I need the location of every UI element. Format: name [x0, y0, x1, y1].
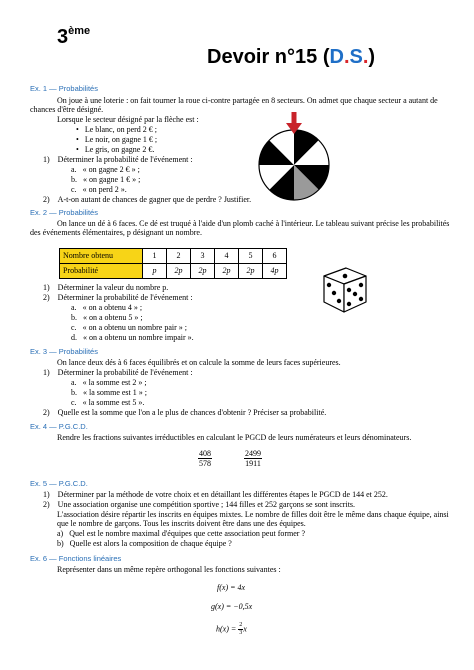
fraction-2: $\frac{2499}{1911}$ — [245, 449, 261, 469]
ex1-q2: 2) A-t-on autant de chances de gagner que de perdre ? Justifier. — [43, 195, 252, 204]
table-cell: 2p — [215, 264, 239, 279]
ex2-intro: On lance un dé à 6 faces. Ce dé est truqué à l'aide d'un plomb caché à l'intérieur. Le tableau suivant précise les probabilités des événements élémentaires, p désignant un nombre. — [30, 219, 450, 238]
ex3-q1-item: c. « la somme est 5 ». — [71, 398, 145, 407]
ex1-q1-item: b. « on gagne 1 € » ; — [71, 175, 141, 184]
ex1-bullet: • Le gris, on gagne 2 €. — [76, 145, 155, 154]
table-cell: 3 — [191, 249, 215, 264]
table-row — [60, 249, 287, 264]
ex2-q2-item: c. « on a obtenu un nombre pair » ; — [71, 323, 187, 332]
table-cell: 2p — [167, 264, 191, 279]
table-cell: 6 — [263, 249, 287, 264]
ex2-q1: 1) Déterminer la valeur du nombre p. — [43, 283, 169, 292]
probability-table — [59, 248, 287, 279]
ex2-q2: 2) Déterminer la probabilité de l'événement : — [43, 293, 193, 302]
table-cell: 5 — [239, 249, 263, 264]
ex1-q1-item: a. « on gagne 2 € » ; — [71, 165, 140, 174]
ex5-qa: a) Quel est le nombre maximal d'équipes que cette association peut former ? — [57, 529, 306, 538]
function-f: f(x) = 4x — [217, 583, 246, 592]
ex3-q2: 2) Quelle est la somme que l'on a le plus de chances d'obtenir ? Préciser sa probabilité. — [43, 408, 327, 417]
ex2-heading: Ex. 2 — Probabilités — [30, 208, 98, 217]
ex3-q1-item: b. « la somme est 1 » ; — [71, 388, 147, 397]
table-cell: 2 — [167, 249, 191, 264]
table-row-label: Probabilité — [60, 264, 143, 279]
function-g: g(x) = −0,5x — [211, 602, 253, 611]
table-cell: 4 — [215, 249, 239, 264]
table-cell: 4p — [263, 264, 287, 279]
grade-label: 3ème — [57, 25, 91, 48]
ex6-intro: Représenter dans un même repère orthogonal les fonctions suivantes : — [57, 565, 281, 574]
ex5-q2b: L'association désire répartir les inscrits en équipes mixtes. Le nombre de filles doit être le même dans chaque équipe, ainsi que le nombre de garçons. Tous les inscrits doivent être dans une des équipes. — [57, 510, 449, 529]
ex5-qb: b) Quelle est alors la composition de chaque équipe ? — [57, 539, 232, 548]
ex6-heading: Ex. 6 — Fonctions linéaires — [30, 554, 122, 563]
ex3-intro: On lance deux dés à 6 faces équilibrés et on calcule la somme de leurs faces supérieures. — [57, 358, 341, 367]
ex4-intro: Rendre les fractions suivantes irréductibles en calculant le PGCD de leurs numérateurs et leurs dénominateurs. — [57, 433, 412, 442]
ex1-q1-item: c. « on perd 2 ». — [71, 185, 127, 194]
function-h: h(x) = $\frac{2}{3}$ x — [216, 622, 247, 637]
ex3-q1: 1) Déterminer la probabilité de l'événement : — [43, 368, 193, 377]
ex2-q2-item: b. « on a obtenu 5 » ; — [71, 313, 143, 322]
table-cell: 2p — [239, 264, 263, 279]
ex5-q1: 1) Déterminer par la méthode de votre choix et en détaillant les différentes étapes le PGCD de 144 et 252. — [43, 490, 388, 499]
table-row-label: Nombre obtenu — [60, 249, 143, 264]
fraction-1: $\frac{408}{578}$ — [199, 449, 211, 469]
ex4-heading: Ex. 4 — P.G.C.D. — [30, 422, 88, 431]
ex1-q1: 1) Déterminer la probabilité de l'événement : — [43, 155, 193, 164]
table-row — [60, 264, 287, 279]
page-title: Devoir n°15 (D.S.) — [207, 46, 376, 68]
ex1-intro: On joue à une loterie : on fait tourner la roue ci-contre partagée en 8 secteurs. On admet que chaque secteur a autant de chances d'être désigné. — [30, 96, 438, 115]
ex1-bullet: • Le noir, on gagne 1 € ; — [76, 135, 158, 144]
table-cell: 1 — [143, 249, 167, 264]
ex1-heading: Ex. 1 — Probabilités — [30, 84, 98, 93]
table-cell: p — [143, 264, 167, 279]
ex3-q1-item: a. « la somme est 2 » ; — [71, 378, 147, 387]
ex1-intro2: Lorsque le secteur désigné par la flèche est : — [57, 115, 199, 124]
ex5-heading: Ex. 5 — P.G.C.D. — [30, 479, 88, 488]
lottery-wheel — [256, 110, 332, 202]
ex3-heading: Ex. 3 — Probabilités — [30, 347, 98, 356]
ex2-q2-item: a. « on a obtenu 4 » ; — [71, 303, 143, 312]
ex2-q2-item: d. « on a obtenu un nombre impair ». — [71, 333, 194, 342]
dice-illustration — [316, 262, 372, 316]
ex5-q2: 2) Une association organise une compétition sportive ; 144 filles et 252 garçons se sont inscrits. — [43, 500, 356, 509]
ex1-bullet: • Le blanc, on perd 2 € ; — [76, 125, 158, 134]
table-cell: 2p — [191, 264, 215, 279]
